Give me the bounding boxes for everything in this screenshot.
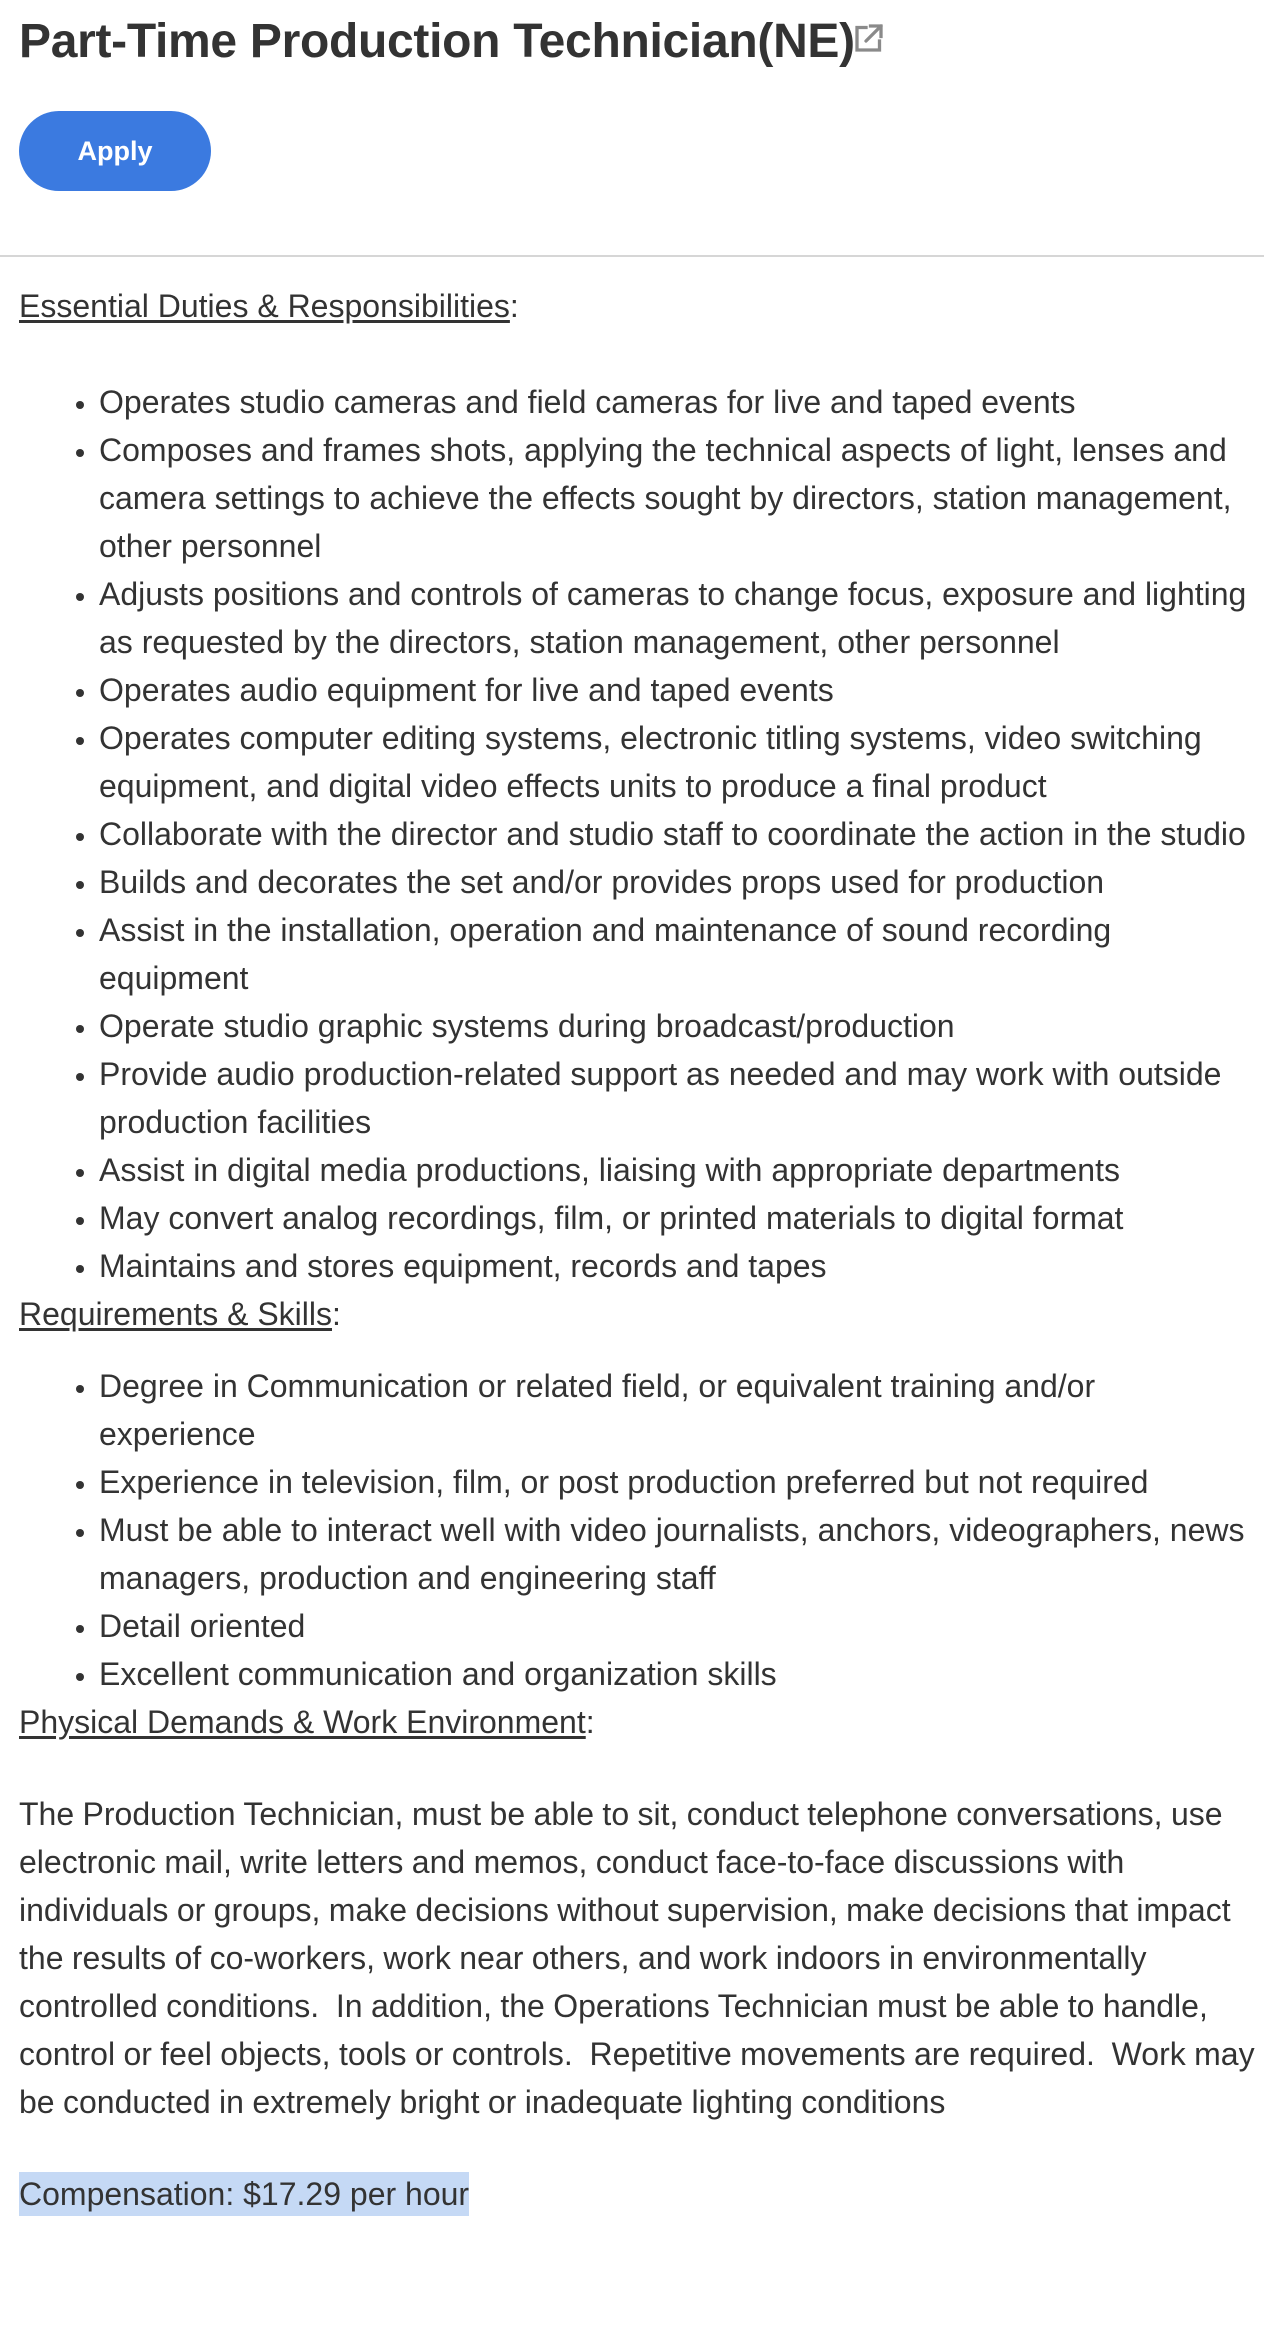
duties-heading: Essential Duties & Responsibilities: bbox=[19, 288, 519, 324]
duties-list bbox=[19, 378, 1259, 1290]
duty-list-item: • Provide audio production-related support as needed and may work with outside production facilities bbox=[99, 1050, 1259, 1146]
requirement-list-item: • Experience in television, film, or post production preferred but not required bbox=[99, 1458, 1259, 1506]
apply-button[interactable]: Apply bbox=[19, 111, 211, 191]
job-header bbox=[19, 0, 1249, 90]
divider bbox=[0, 255, 1264, 257]
duty-list-item: • Collaborate with the director and studio staff to coordinate the action in the studio bbox=[99, 810, 1259, 858]
duty-list-item: • Operates studio cameras and field cameras for live and taped events bbox=[99, 378, 1259, 426]
duty-list-item: • Operate studio graphic systems during broadcast/production bbox=[99, 1002, 1259, 1050]
duty-list-item: • Maintains and stores equipment, records and tapes bbox=[99, 1242, 1259, 1290]
requirement-list-item: • Must be able to interact well with video journalists, anchors, videographers, news managers, production and engineering staff bbox=[99, 1506, 1259, 1602]
requirement-list-item: • Excellent communication and organization skills bbox=[99, 1650, 1259, 1698]
duty-list-item: • Builds and decorates the set and/or provides props used for production bbox=[99, 858, 1259, 906]
requirements-heading-text: Requirements & Skills bbox=[19, 1296, 332, 1332]
page-title: Part-Time Production Technician(NE) bbox=[19, 15, 855, 68]
requirements-heading: Requirements & Skills: bbox=[19, 1296, 341, 1332]
duty-list-item: • May convert analog recordings, film, or printed materials to digital format bbox=[99, 1194, 1259, 1242]
requirement-list-item: • Degree in Communication or related field, or equivalent training and/or experience bbox=[99, 1362, 1259, 1458]
external-link-icon[interactable] bbox=[851, 20, 887, 56]
physical-heading: Physical Demands & Work Environment: bbox=[19, 1704, 595, 1740]
duty-list-item: • Operates computer editing systems, electronic titling systems, video switching equipment, and digital video effects units to produce a final product bbox=[99, 714, 1259, 810]
duty-list-item: • Adjusts positions and controls of cameras to change focus, exposure and lighting as requested by the directors, station management, other personnel bbox=[99, 570, 1259, 666]
compensation-text: Compensation: $17.29 per hour bbox=[19, 2172, 469, 2216]
duty-list-item: • Assist in digital media productions, liaising with appropriate departments bbox=[99, 1146, 1259, 1194]
duty-list-item: • Composes and frames shots, applying the technical aspects of light, lenses and camera settings to achieve the effects sought by directors, station management, other personnel bbox=[99, 426, 1259, 570]
requirements-list bbox=[19, 1362, 1259, 1698]
physical-demands-text: The Production Technician, must be able to sit, conduct telephone conversations, use electronic mail, write letters and memos, conduct face-to-face discussions with individuals or groups, make decisions without supervision, make decisions that impact the results of co-workers, work near others, and work indoors in environmentally controlled conditions. In addition, the Operations Technician must be able to handle, control or feel objects, tools or controls. Repetitive movements are required. Work may be conducted in extremely bright or inadequate lighting conditions bbox=[19, 1796, 1263, 2120]
duties-heading-text: Essential Duties & Responsibilities bbox=[19, 288, 510, 324]
duty-list-item: • Operates audio equipment for live and taped events bbox=[99, 666, 1259, 714]
physical-heading-text: Physical Demands & Work Environment bbox=[19, 1704, 586, 1740]
duty-list-item: • Assist in the installation, operation and maintenance of sound recording equipment bbox=[99, 906, 1259, 1002]
requirement-list-item: • Detail oriented bbox=[99, 1602, 1259, 1650]
job-description bbox=[19, 282, 1263, 2218]
